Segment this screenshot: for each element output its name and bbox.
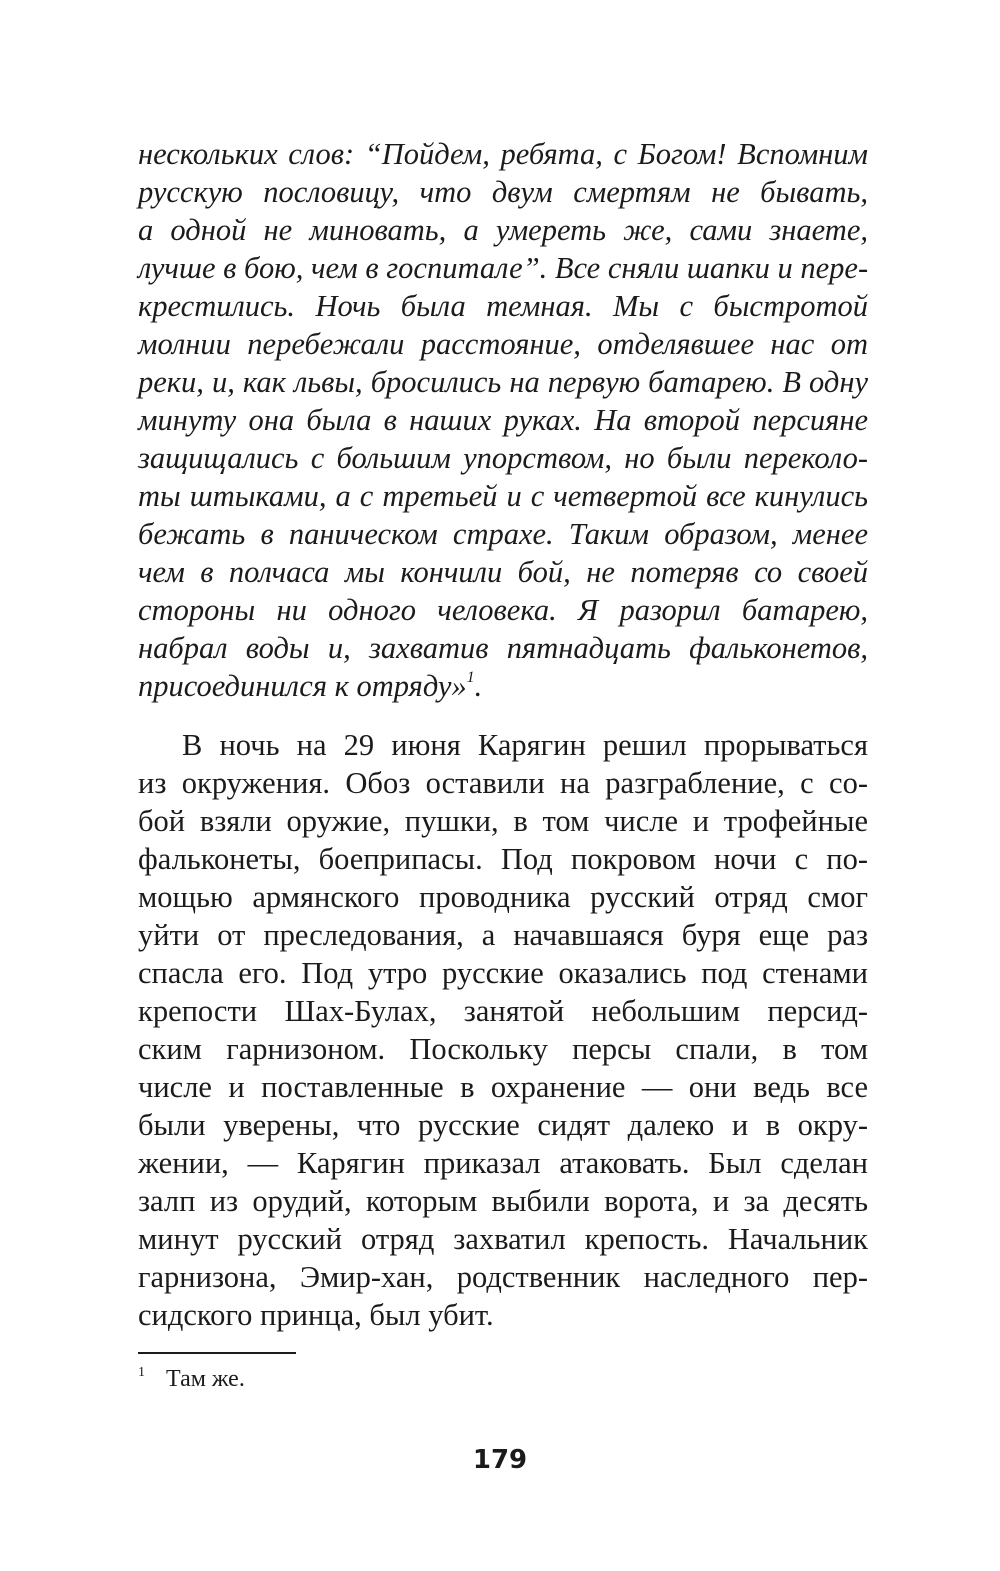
quote-line: русскую пословицу, что двум смертям не бывать,: [138, 175, 868, 209]
body-line: уйти от преследования, а начавшаяся буря еще раз: [138, 918, 868, 952]
quote-line: чем в полчаса мы кончили бой, не потеряв со своей: [138, 555, 868, 589]
footnote-text: Там же.: [166, 1366, 245, 1392]
body-line: бой взяли оружие, пушки, в том числе и трофейные: [138, 804, 868, 838]
body-line: залп из орудий, которым выбили ворота, и за десять: [138, 1184, 868, 1218]
quote-line: лучше в бою, чем в госпитале”. Все сняли шапки и пере-: [138, 251, 869, 285]
body-line: спасла его. Под утро русские оказались под стенами: [138, 956, 868, 990]
quote-line: нескольких слов: “Пойдем, ребята, с Богом! Вспомним: [138, 137, 868, 171]
body-line: ским гарнизоном. Поскольку персы спали, в том: [138, 1032, 868, 1066]
quote-line: ты штыками, а с третьей и с четвертой все кинулись: [138, 479, 868, 513]
quote-line: реки, и, как львы, бросились на первую батарею. В одну: [138, 365, 868, 399]
quote-trailing-period: .: [474, 669, 483, 703]
quote-line: бежать в паническом страхе. Таким образом, менее: [138, 517, 868, 551]
quote-line-text: присоединился к отряду»: [138, 669, 467, 703]
quote-line: набрал воды и, захватив пятнадцать фальконетов,: [138, 631, 868, 665]
quote-line: крестились. Ночь была темная. Мы с быстротой: [138, 289, 868, 323]
body-line: сидского принца, был убит.: [138, 1298, 494, 1332]
body-line: были уверены, что русские сидят далеко и в окру-: [138, 1108, 868, 1142]
body-line: минут русский отряд захватил крепость. Начальник: [138, 1222, 868, 1256]
quote-line: а одной не миновать, а умереть же, сами знаете,: [138, 213, 868, 247]
quote-last-line: [138, 667, 868, 705]
footnote-reference[interactable]: 1: [466, 669, 475, 686]
page-number: 179: [472, 1445, 528, 1475]
quote-line: минуту она была в наших руках. На второй персияне: [138, 403, 868, 437]
body-line: числе и поставленные в охранение — они ведь все: [138, 1070, 868, 1104]
quote-line: молнии перебежали расстояние, отделявшее нас от: [138, 327, 868, 361]
body-line: гарнизона, Эмир-хан, родственник наследного пер-: [138, 1260, 868, 1294]
body-line: фальконеты, боеприпасы. Под покровом ночи с по-: [138, 842, 868, 876]
body-line: крепости Шах-Булах, занятой небольшим персид-: [138, 994, 868, 1028]
quote-line: стороны ни одного человека. Я разорил батарею,: [138, 593, 868, 627]
quote-line: защищались с большим упорством, но были переколо-: [138, 441, 868, 475]
body-line: мощью армянского проводника русский отряд смог: [138, 880, 868, 914]
footnote: 1 Там же.: [138, 1365, 245, 1392]
body-line: из окружения. Обоз оставили на разграбление, с со-: [138, 766, 868, 800]
footnote-divider: [138, 1352, 296, 1354]
body-line: жении, — Карягин приказал атаковать. Был сделан: [138, 1146, 868, 1180]
body-line: В ночь на 29 июня Карягин решил прорываться: [182, 728, 868, 762]
